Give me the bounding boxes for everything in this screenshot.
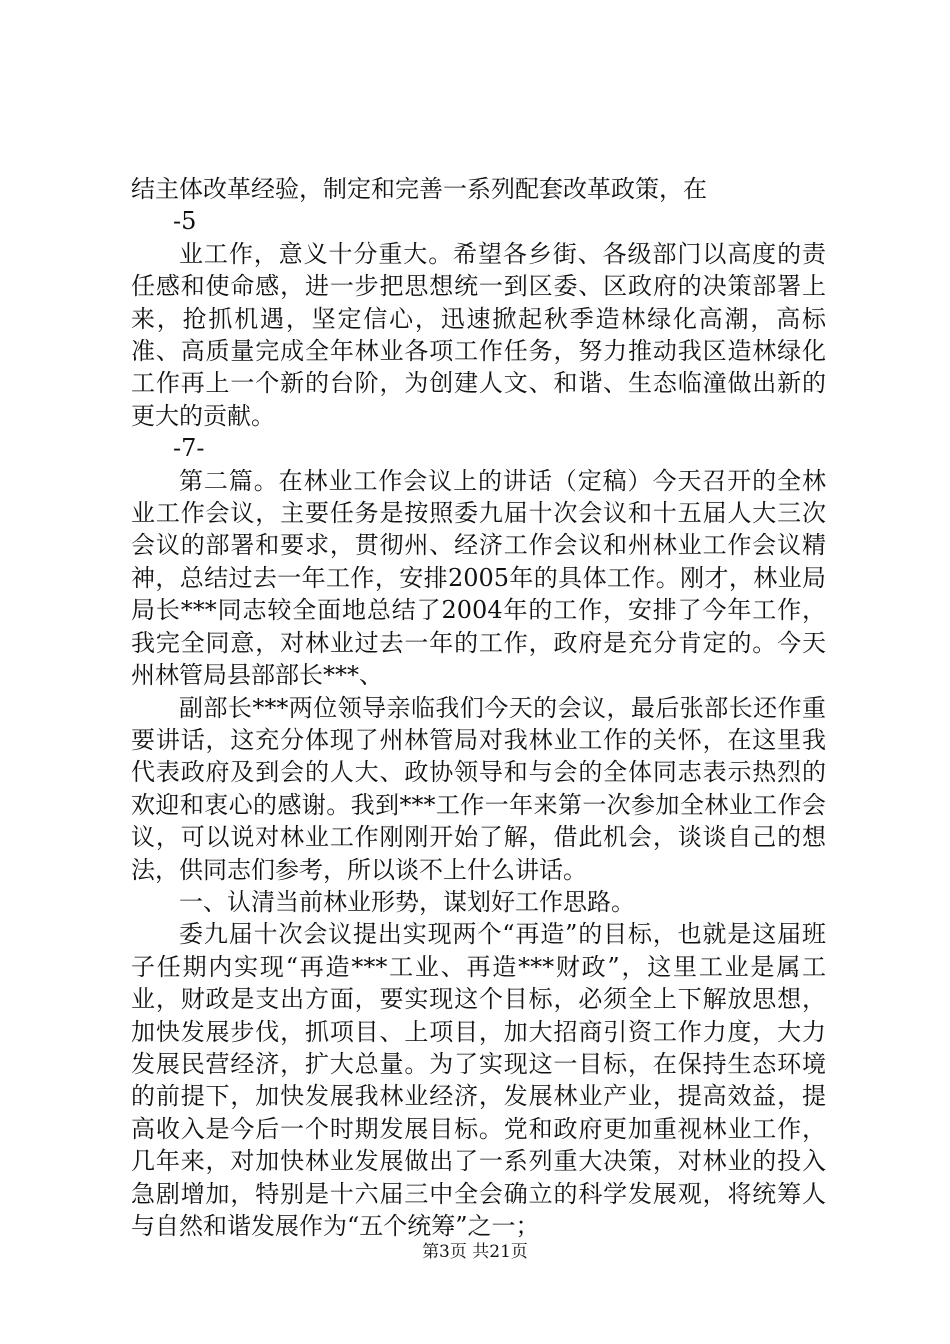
paragraph: 业工作，意义十分重大。希望各乡街、各级部门以高度的责任感和使命感，进一步把思想统一到区委、区政府的决策部署上来，抢抓机遇，坚定信心，迅速掀起秋季造林绿化高潮，高标准、高质量完成全年林业各项工作任务，努力推动我区造林绿化工作再上一个新的台阶，为创建人文、和谐、生态临潼做出新的更大的贡献。 <box>131 239 826 430</box>
body-text <box>131 173 826 1242</box>
page-marker: -5 <box>173 207 197 236</box>
page-marker: -7- <box>173 434 205 463</box>
page-number-total: 共21页 <box>472 1242 528 1262</box>
paragraph: 结主体改革经验，制定和完善一系列配套改革政策，在 <box>131 175 707 203</box>
page-number-current: 第3页 <box>422 1242 467 1262</box>
section-heading: 一、认清当前林业形势，谋划好工作思路。 <box>179 887 635 916</box>
paragraph: 委九届十次会议提出实现两个“再造”的目标，也就是这届班子任期内实现“再造***工业、再造***财政”，这里工业是属工业，财政是支出方面，要实现这个目标，必须全上下解放思想，加快发展步伐，抓项目、上项目，加大招商引资工作力度，大力发展民营经济，扩大总量。为了实现这一目标，在保持生态环境的前提下，加快发展我林业经济，发展林业产业，提高效益，提高收入是今后一个时期发展目标。党和政府更加重视林业工作，几年来，对加快林业发展做出了一系列重大决策，对林业的投入急剧增加，特别是十六届三中全会确立的科学发展观，将统筹人与自然和谐发展作为“五个统筹”之一； <box>131 920 826 1240</box>
page-footer <box>0 1241 950 1263</box>
paragraph: 第二篇。在林业工作会议上的讲话（定稿）今天召开的全林业工作会议，主要任务是按照委九届十次会议和十五届人大三次会议的部署和要求，贯彻州、经济工作会议和州林业工作会议精神，总结过去一年工作，安排2005年的具体工作。刚才，林业局局长***同志较全面地总结了2004年的工作，安排了今年工作，我完全同意，对林业过去一年的工作，政府是充分肯定的。今天州林管局县部部长***、 <box>131 466 826 690</box>
paragraph: 副部长***两位领导亲临我们今天的会议，最后张部长还作重要讲话，这充分体现了州林管局对我林业工作的关怀，在这里我代表政府及到会的人大、政协领导和与会的全体同志表示热烈的欢迎和衷心的感谢。我到***工作一年来第一次参加全林业工作会议，可以说对林业工作刚刚开始了解，借此机会，谈谈自己的想法，供同志们参考，所以谈不上什么讲话。 <box>131 693 826 884</box>
